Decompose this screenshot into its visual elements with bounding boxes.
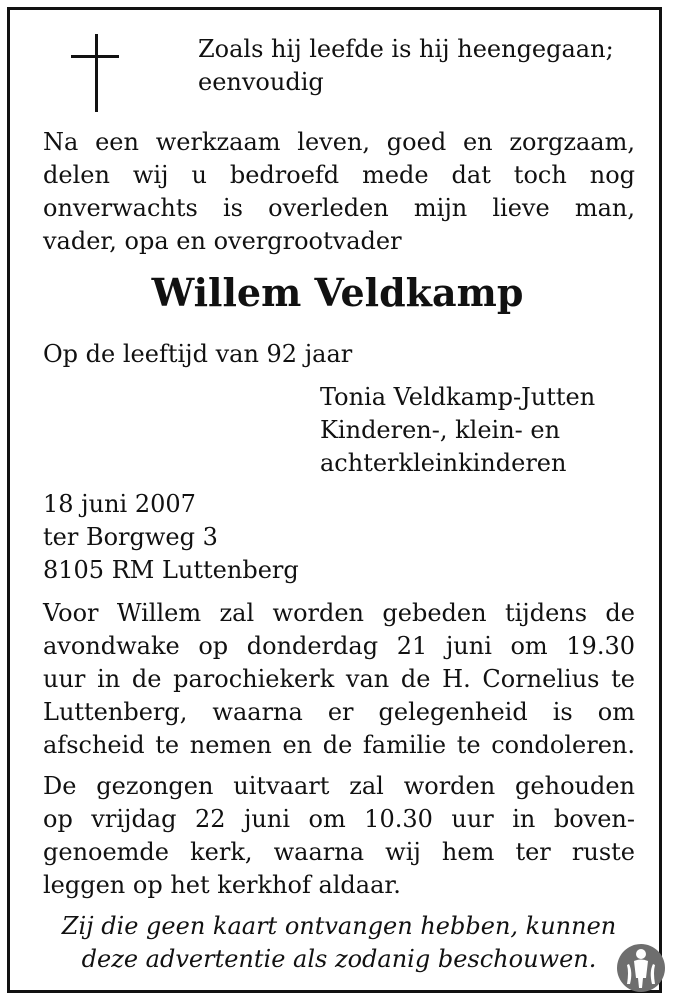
wake-line: afscheid te nemen en de familie te condoleren. (43, 731, 635, 759)
intro-line: vader, opa en overgrootvader (43, 227, 402, 255)
wake-line: avondwake op donderdag 21 juni om 19.30 (43, 632, 635, 660)
closing-line: Zij die geen kaart ontvangen hebben, kunnen (61, 912, 617, 940)
wake-line: Voor Willem zal worden gebeden tijdens de (43, 599, 635, 627)
age-line: Op de leeftijd van 92 jaar (43, 340, 353, 368)
address-line: 18 juni 2007 (43, 490, 196, 518)
address-line: 8105 RM Luttenberg (43, 556, 299, 584)
family-line: achterkleinkinderen (320, 449, 567, 477)
closing-line: deze advertentie als zodanig beschouwen. (81, 945, 597, 973)
deceased-name: Willem Veldkamp (151, 270, 524, 315)
family-line: Tonia Veldkamp-Jutten (320, 383, 596, 411)
funeral-line: De gezongen uitvaart zal worden gehouden (43, 772, 635, 800)
motto-line: Zoals hij leefde is hij heengegaan; (198, 35, 614, 63)
funeral-line: leggen op het kerkhof aldaar. (43, 871, 401, 899)
funeral-line: genoemde kerk, waarna wij hem ter ruste (43, 838, 635, 866)
intro-line: Na een werkzaam leven, goed en zorgzaam, (43, 128, 635, 156)
funeral-line: op vrijdag 22 juni om 10.30 uur in boven- (43, 805, 635, 833)
intro-line: onverwachts is overleden mijn lieve man, (43, 194, 635, 222)
wake-line: uur in de parochiekerk van de H. Cornelius te (43, 665, 635, 693)
wake-line: Luttenberg, waarna er gelegenheid is om (43, 698, 635, 726)
motto-line: eenvoudig (198, 68, 324, 96)
figure-logo-icon (617, 942, 665, 994)
family-line: Kinderen-, klein- en (320, 416, 561, 444)
address-line: ter Borgweg 3 (43, 523, 218, 551)
intro-line: delen wij u bedroefd mede dat toch nog (43, 161, 635, 189)
